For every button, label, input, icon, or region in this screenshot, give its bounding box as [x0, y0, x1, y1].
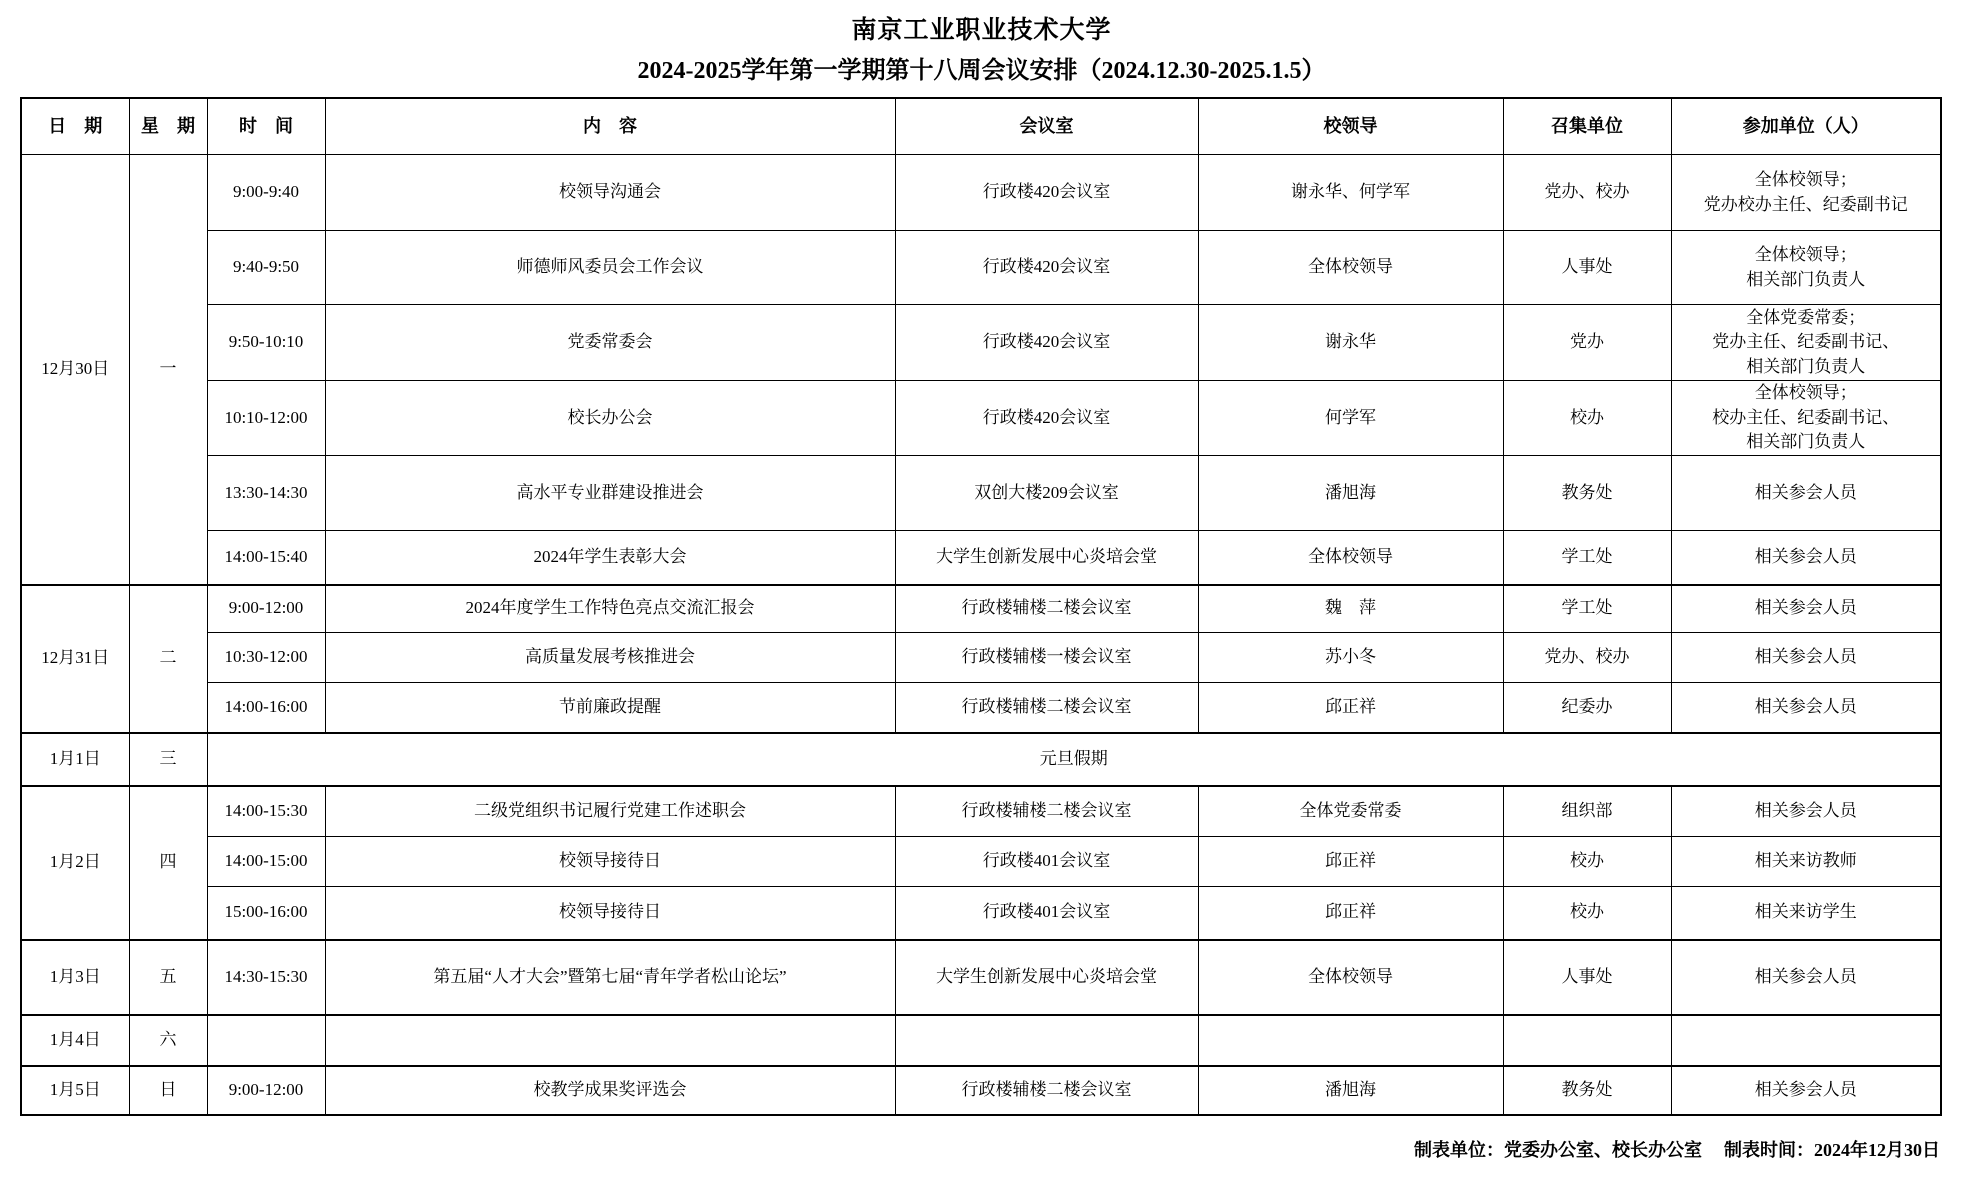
participants-line: 相关部门负责人: [1746, 432, 1866, 452]
participants-cell: [1671, 633, 1941, 683]
participants-cell: [1671, 531, 1941, 585]
convener-cell: 人事处: [1503, 940, 1671, 1015]
time-cell: 14:00-16:00: [207, 683, 325, 733]
week-cell: 一: [129, 155, 207, 585]
leader-cell: 全体党委常委: [1198, 786, 1503, 837]
room-cell: 行政楼辅楼二楼会议室: [895, 585, 1198, 633]
room-cell: 双创大楼209会议室: [895, 456, 1198, 531]
leader-cell: 谢永华: [1198, 305, 1503, 381]
header-cell-date: 日 期: [21, 98, 129, 155]
schedule-row: [21, 633, 1941, 683]
header-cell-content: 内 容: [325, 98, 895, 155]
leader-cell: 邱正祥: [1198, 887, 1503, 940]
leader-cell: 全体校领导: [1198, 531, 1503, 585]
participants-line: 全体校领导；: [1754, 169, 1857, 189]
content-cell: 2024年学生表彰大会: [325, 531, 895, 585]
content-cell: 党委常委会: [325, 305, 895, 381]
participants-line: 相关部门负责人: [1746, 269, 1866, 289]
participants-line: 党办主任、纪委副书记、: [1712, 332, 1900, 352]
participants-cell: [1671, 456, 1941, 531]
room-cell: [895, 1015, 1198, 1066]
time-cell: 14:30-15:30: [207, 940, 325, 1015]
participants-cell: [1671, 837, 1941, 887]
participants-line: 相关参会人员: [1754, 966, 1857, 986]
participants-line: 相关来访教师: [1754, 851, 1857, 871]
content-cell: 校领导接待日: [325, 887, 895, 940]
date-cell: 1月4日: [21, 1015, 129, 1066]
leader-cell: [1198, 1015, 1503, 1066]
participants-line: 相关参会人员: [1754, 598, 1857, 618]
schedule-row: [21, 1015, 1941, 1066]
participants-cell: [1671, 231, 1941, 305]
room-cell: 行政楼401会议室: [895, 887, 1198, 940]
date-cell: 12月31日: [21, 585, 129, 733]
leader-cell: 何学军: [1198, 381, 1503, 456]
content-cell: 高质量发展考核推进会: [325, 633, 895, 683]
time-cell: 15:00-16:00: [207, 887, 325, 940]
room-cell: 大学生创新发展中心炎培会堂: [895, 940, 1198, 1015]
participants-line: 相关部门负责人: [1746, 356, 1866, 376]
date-cell: 1月3日: [21, 940, 129, 1015]
schedule-row: [21, 1066, 1941, 1115]
time-cell: 9:00-9:40: [207, 155, 325, 231]
week-cell: 五: [129, 940, 207, 1015]
convener-cell: 人事处: [1503, 231, 1671, 305]
footer-time: 制表时间：2024年12月30日: [1724, 1140, 1940, 1160]
participants-cell: [1671, 585, 1941, 633]
schedule-row: [21, 155, 1941, 231]
room-cell: 行政楼辅楼二楼会议室: [895, 683, 1198, 733]
content-cell: 校领导沟通会: [325, 155, 895, 231]
time-cell: 13:30-14:30: [207, 456, 325, 531]
convener-cell: 纪委办: [1503, 683, 1671, 733]
convener-cell: 教务处: [1503, 456, 1671, 531]
table-body: [21, 155, 1941, 1115]
participants-line: 相关参会人员: [1754, 1079, 1857, 1099]
participants-cell: [1671, 155, 1941, 231]
week-cell: 六: [129, 1015, 207, 1066]
header-cell-convener: 召集单位: [1503, 98, 1671, 155]
convener-cell: [1503, 1015, 1671, 1066]
content-cell: 校教学成果奖评选会: [325, 1066, 895, 1115]
participants-cell: [1671, 940, 1941, 1015]
leader-cell: 谢永华、何学军: [1198, 155, 1503, 231]
content-cell: 第五届“人才大会”暨第七届“青年学者松山论坛”: [325, 940, 895, 1015]
leader-cell: 邱正祥: [1198, 837, 1503, 887]
room-cell: 行政楼辅楼二楼会议室: [895, 786, 1198, 837]
convener-cell: 党办、校办: [1503, 633, 1671, 683]
content-cell: 2024年度学生工作特色亮点交流汇报会: [325, 585, 895, 633]
content-cell: 校领导接待日: [325, 837, 895, 887]
participants-cell: [1671, 381, 1941, 456]
time-cell: 9:00-12:00: [207, 1066, 325, 1115]
content-cell: 校长办公会: [325, 381, 895, 456]
time-cell: 14:00-15:40: [207, 531, 325, 585]
week-cell: 二: [129, 585, 207, 733]
convener-cell: 校办: [1503, 837, 1671, 887]
date-cell: 1月1日: [21, 733, 129, 786]
convener-cell: 教务处: [1503, 1066, 1671, 1115]
participants-cell: [1671, 683, 1941, 733]
convener-cell: 党办、校办: [1503, 155, 1671, 231]
page-title: 南京工业职业技术大学: [851, 17, 1112, 44]
schedule-row: [21, 786, 1941, 837]
content-cell: [325, 1015, 895, 1066]
room-cell: 行政楼420会议室: [895, 305, 1198, 381]
date-cell: 1月2日: [21, 786, 129, 940]
schedule-row: [21, 456, 1941, 531]
convener-cell: 校办: [1503, 381, 1671, 456]
schedule-table: [20, 97, 1942, 1116]
schedule-row: [21, 231, 1941, 305]
header-cell-time: 时 间: [207, 98, 325, 155]
room-cell: 行政楼辅楼一楼会议室: [895, 633, 1198, 683]
date-cell: 12月30日: [21, 155, 129, 585]
room-cell: 行政楼辅楼二楼会议室: [895, 1066, 1198, 1115]
room-cell: 行政楼420会议室: [895, 231, 1198, 305]
convener-cell: 校办: [1503, 887, 1671, 940]
schedule-row: [21, 531, 1941, 585]
participants-line: 相关参会人员: [1754, 800, 1857, 820]
participants-cell: [1671, 1066, 1941, 1115]
schedule-row: [21, 837, 1941, 887]
room-cell: 行政楼420会议室: [895, 155, 1198, 231]
participants-line: 相关参会人员: [1754, 482, 1857, 502]
header-cell-week: 星 期: [129, 98, 207, 155]
leader-cell: 苏小冬: [1198, 633, 1503, 683]
convener-cell: 学工处: [1503, 531, 1671, 585]
content-cell: 高水平专业群建设推进会: [325, 456, 895, 531]
time-cell: 14:00-15:30: [207, 786, 325, 837]
time-cell: 10:10-12:00: [207, 381, 325, 456]
participants-line: 相关参会人员: [1754, 546, 1857, 566]
schedule-row: [21, 733, 1941, 786]
schedule-row: [21, 305, 1941, 381]
room-cell: 行政楼420会议室: [895, 381, 1198, 456]
footer-note: [1414, 1136, 1940, 1162]
participants-line: 相关参会人员: [1754, 696, 1857, 716]
leader-cell: 邱正祥: [1198, 683, 1503, 733]
schedule-row: [21, 585, 1941, 633]
participants-line: 全体校领导；: [1754, 383, 1857, 403]
header-cell-room: 会议室: [895, 98, 1198, 155]
content-cell: 节前廉政提醒: [325, 683, 895, 733]
convener-cell: 学工处: [1503, 585, 1671, 633]
footer-unit: 制表单位：党委办公室、校长办公室: [1414, 1140, 1702, 1160]
leader-cell: 潘旭海: [1198, 456, 1503, 531]
content-cell: 二级党组织书记履行党建工作述职会: [325, 786, 895, 837]
participants-line: 全体党委常委；: [1746, 307, 1866, 327]
convener-cell: 党办: [1503, 305, 1671, 381]
leader-cell: 全体校领导: [1198, 231, 1503, 305]
time-cell: 9:50-10:10: [207, 305, 325, 381]
time-cell: [207, 1015, 325, 1066]
table-header-row: [21, 98, 1941, 155]
schedule-row: [21, 940, 1941, 1015]
participants-cell: [1671, 786, 1941, 837]
date-cell: 1月5日: [21, 1066, 129, 1115]
header-row: [21, 98, 1941, 155]
leader-cell: 潘旭海: [1198, 1066, 1503, 1115]
schedule-row: [21, 887, 1941, 940]
content-cell: 师德师风委员会工作会议: [325, 231, 895, 305]
participants-line: 党办校办主任、纪委副书记: [1703, 194, 1908, 214]
leader-cell: 魏 萍: [1198, 585, 1503, 633]
participants-line: 相关参会人员: [1754, 647, 1857, 667]
leader-cell: 全体校领导: [1198, 940, 1503, 1015]
participants-line: 相关来访学生: [1754, 902, 1857, 922]
header-cell-leader: 校领导: [1198, 98, 1503, 155]
schedule-row: [21, 683, 1941, 733]
week-cell: 日: [129, 1066, 207, 1115]
week-cell: 三: [129, 733, 207, 786]
schedule-row: [21, 381, 1941, 456]
participants-cell: [1671, 1015, 1941, 1066]
time-cell: 10:30-12:00: [207, 633, 325, 683]
participants-cell: [1671, 305, 1941, 381]
header-cell-participants: 参加单位（人）: [1671, 98, 1941, 155]
page-subtitle: 2024-2025学年第一学期第十八周会议安排（2024.12.30-2025.1.5）: [637, 58, 1326, 84]
holiday-cell: 元旦假期: [207, 733, 1941, 786]
convener-cell: 组织部: [1503, 786, 1671, 837]
participants-line: 校办主任、纪委副书记、: [1712, 407, 1900, 427]
participants-line: 全体校领导；: [1754, 244, 1857, 264]
time-cell: 14:00-15:00: [207, 837, 325, 887]
time-cell: 9:40-9:50: [207, 231, 325, 305]
week-cell: 四: [129, 786, 207, 940]
time-cell: 9:00-12:00: [207, 585, 325, 633]
room-cell: 行政楼401会议室: [895, 837, 1198, 887]
room-cell: 大学生创新发展中心炎培会堂: [895, 531, 1198, 585]
participants-cell: [1671, 887, 1941, 940]
